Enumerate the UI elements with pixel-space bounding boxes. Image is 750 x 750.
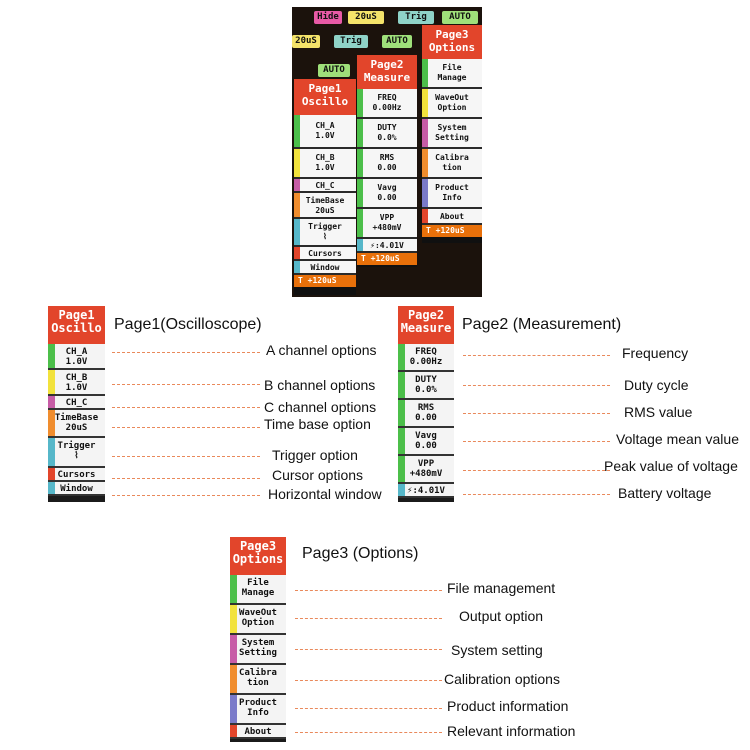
mini-system: System Setting: [422, 119, 482, 149]
page3-title: Page3 (Options): [302, 545, 419, 562]
page1-item-text: Cursors: [57, 470, 96, 480]
page1-header: Page1 Oscillo: [48, 306, 105, 344]
page3-item-text: System: [241, 638, 275, 648]
page3-item-color-bar: [230, 725, 237, 737]
page1-header-mini: Page1 Oscillo: [294, 79, 356, 115]
timebase-badge-2: 20uS: [292, 35, 320, 48]
page2-panel-mini: [357, 55, 417, 267]
page2-panel: [398, 306, 454, 502]
page3-item-label: Product information: [447, 698, 569, 714]
page2-title: Page2 (Measurement): [462, 316, 622, 333]
page1-item-color-bar: [48, 370, 55, 394]
mini-waveout: WaveOut Option: [422, 89, 482, 119]
page2-header-mini: Page2 Measure: [357, 55, 417, 89]
page3-item-text: Product: [239, 698, 277, 708]
page3-item-text: tion: [247, 678, 269, 688]
page2-item-text: 0.00Hz: [409, 357, 443, 367]
page1-item-color-bar: [48, 468, 55, 480]
mini-trigger: Trigger ⌇: [294, 219, 356, 247]
mini-ch-c: CH_C: [294, 179, 356, 193]
page3-leader-line: [295, 732, 442, 733]
mini-footer-3: T +120uS: [422, 225, 482, 237]
page1-item-text: 20uS: [65, 423, 88, 433]
page1-item-color-bar: [48, 482, 55, 494]
auto-badge-3: AUTO: [318, 64, 350, 77]
page3-item-label: File management: [447, 580, 556, 596]
page2-menu-item[interactable]: [398, 484, 454, 498]
page1-item-text: CH_C: [65, 398, 88, 408]
page2-menu-item[interactable]: [398, 428, 454, 456]
page2-header: Page2 Measure: [398, 306, 454, 344]
page2-item-label: Duty cycle: [624, 377, 689, 393]
page2-item-label: Peak value of voltage: [604, 458, 738, 474]
page1-item-color-bar: [48, 410, 55, 436]
page1-menu-item[interactable]: [48, 468, 105, 482]
page2-item-color-bar: [398, 344, 405, 370]
mini-footer-2: T +120uS: [357, 253, 417, 265]
page1-item-color-bar: [48, 344, 55, 368]
auto-badge: AUTO: [442, 11, 478, 24]
page1-item-text: 1.0V: [65, 357, 88, 367]
page2-item-label: RMS value: [624, 404, 693, 420]
page3-panel-mini: [422, 25, 482, 243]
page1-leader-line: [112, 478, 260, 479]
page3-leader-line: [295, 618, 442, 619]
page1-menu-item[interactable]: [48, 396, 105, 410]
page1-item-label: C channel options: [264, 399, 377, 415]
page3-item-label: System setting: [451, 642, 543, 658]
page1-menu-item[interactable]: [48, 370, 105, 396]
mini-freq: FREQ 0.00Hz: [357, 89, 417, 119]
page2-item-color-bar: [398, 456, 405, 482]
page3-item-text: File: [247, 578, 269, 588]
mini-window: Window: [294, 261, 356, 275]
page2-item-color-bar: [398, 428, 405, 454]
page1-item-label: Trigger option: [272, 447, 358, 463]
page3-menu-item[interactable]: [230, 605, 286, 635]
page3-item-label: Relevant information: [447, 723, 576, 739]
mini-duty: DUTY 0.0%: [357, 119, 417, 149]
page3-leader-line: [295, 590, 442, 591]
page3-menu-item[interactable]: [230, 635, 286, 665]
page3-item-text: Setting: [239, 648, 277, 658]
page1-title: Page1(Oscilloscope): [114, 316, 262, 333]
page3-panel: [230, 537, 286, 742]
page3-menu-item[interactable]: [230, 725, 286, 739]
page3-item-text: Calibra: [239, 668, 277, 678]
page3-item-color-bar: [230, 695, 237, 723]
page3-leader-line: [295, 708, 442, 709]
page3-item-label: Calibration options: [444, 671, 560, 687]
trig-badge-2: Trig: [334, 35, 368, 48]
auto-badge-2: AUTO: [382, 35, 412, 48]
mini-vavg: Vavg 0.00: [357, 179, 417, 209]
page1-leader-line: [112, 427, 260, 428]
page2-item-text: 0.00: [415, 413, 437, 423]
page2-item-text: FREQ: [415, 347, 437, 357]
page1-item-label: B channel options: [264, 377, 376, 393]
page2-item-text: VPP: [417, 459, 435, 469]
page3-menu-item[interactable]: [230, 575, 286, 605]
page2-item-text: +480mV: [409, 469, 443, 479]
page2-item-text: 0.00: [415, 441, 437, 451]
mini-footer-1: T +120uS: [294, 275, 356, 287]
page2-item-text: RMS: [417, 403, 435, 413]
mini-calibration: Calibra tion: [422, 149, 482, 179]
timebase-badge: 20uS: [348, 11, 384, 24]
page3-header-mini: Page3 Options: [422, 25, 482, 59]
page3-item-text: WaveOut: [239, 608, 277, 618]
page2-item-label: Voltage mean value: [616, 431, 739, 447]
hide-badge: Hide: [314, 11, 342, 24]
page3-item-color-bar: [230, 605, 237, 633]
page1-item-text: 1.0V: [65, 383, 88, 393]
page1-item-text: CH_B: [65, 373, 88, 383]
page2-menu-item[interactable]: [398, 400, 454, 428]
page3-item-color-bar: [230, 575, 237, 603]
mini-ch-a: CH_A 1.0V: [294, 115, 356, 149]
page1-leader-line: [112, 352, 260, 353]
page1-menu-item[interactable]: [48, 410, 105, 438]
page2-item-text: 0.0%: [415, 385, 437, 395]
page3-item-text: Option: [241, 618, 275, 628]
page3-item-color-bar: [230, 665, 237, 693]
page1-panel-mini: [294, 79, 356, 295]
page2-menu-item[interactable]: [398, 344, 454, 372]
page2-item-label: Battery voltage: [618, 485, 712, 501]
page3-header: Page3 Options: [230, 537, 286, 575]
page2-leader-line: [463, 413, 610, 414]
page2-item-color-bar: [398, 400, 405, 426]
page3-item-label: Output option: [459, 608, 544, 624]
mini-timebase: TimeBase 20uS: [294, 193, 356, 219]
page1-item-label: A channel options: [266, 342, 377, 358]
page2-menu-item[interactable]: [398, 372, 454, 400]
page1-item-text: Window: [60, 484, 93, 494]
page1-item-label: Cursor options: [272, 467, 364, 483]
page1-menu-item[interactable]: [48, 344, 105, 370]
page2-item-text: Vavg: [415, 431, 437, 441]
page3-item-text: Manage: [241, 588, 275, 598]
page1-item-color-bar: [48, 438, 55, 466]
page3-leader-line: [295, 680, 442, 681]
page3-item-text: About: [244, 727, 272, 737]
mini-about: About: [422, 209, 482, 225]
page1-item-color-bar: [48, 396, 55, 408]
page1-leader-line: [112, 384, 260, 385]
page2-item-color-bar: [398, 484, 405, 496]
page1-menu-item[interactable]: [48, 438, 105, 468]
page2-item-label: Frequency: [622, 345, 689, 361]
page2-item-text: DUTY: [415, 375, 437, 385]
mini-rms: RMS 0.00: [357, 149, 417, 179]
page3-leader-line: [295, 649, 442, 650]
page3-item-text: Info: [247, 708, 269, 718]
page2-leader-line: [463, 494, 610, 495]
page1-item-label: Horizontal window: [268, 486, 382, 502]
page1-item-text: TimeBase: [54, 413, 99, 423]
page1-leader-line: [112, 456, 260, 457]
mini-battery: ⚡:4.01V: [357, 239, 417, 253]
page1-item-text: ⌇: [74, 451, 79, 461]
page2-item-text: ⚡:4.01V: [407, 486, 445, 496]
page1-item-text: CH_A: [65, 347, 88, 357]
page1-panel: [48, 306, 105, 502]
page1-leader-line: [112, 407, 260, 408]
mini-ch-b: CH_B 1.0V: [294, 149, 356, 179]
page3-menu-item[interactable]: [230, 695, 286, 725]
page2-leader-line: [463, 441, 610, 442]
page1-leader-line: [112, 495, 260, 496]
page2-item-color-bar: [398, 372, 405, 398]
page2-leader-line: [463, 470, 610, 471]
page1-item-text: Trigger: [57, 441, 96, 451]
mini-cursors: Cursors: [294, 247, 356, 261]
page2-leader-line: [463, 355, 610, 356]
oscilloscope-screenshot-composite: [292, 7, 482, 297]
page1-menu-item[interactable]: [48, 482, 105, 496]
page3-item-color-bar: [230, 635, 237, 663]
page2-menu-item[interactable]: [398, 456, 454, 484]
mini-vpp: VPP +480mV: [357, 209, 417, 239]
page3-menu-item[interactable]: [230, 665, 286, 695]
page2-leader-line: [463, 385, 610, 386]
mini-product: Product Info: [422, 179, 482, 209]
page1-item-label: Time base option: [264, 416, 371, 432]
trig-badge: Trig: [398, 11, 434, 24]
mini-file: File Manage: [422, 59, 482, 89]
